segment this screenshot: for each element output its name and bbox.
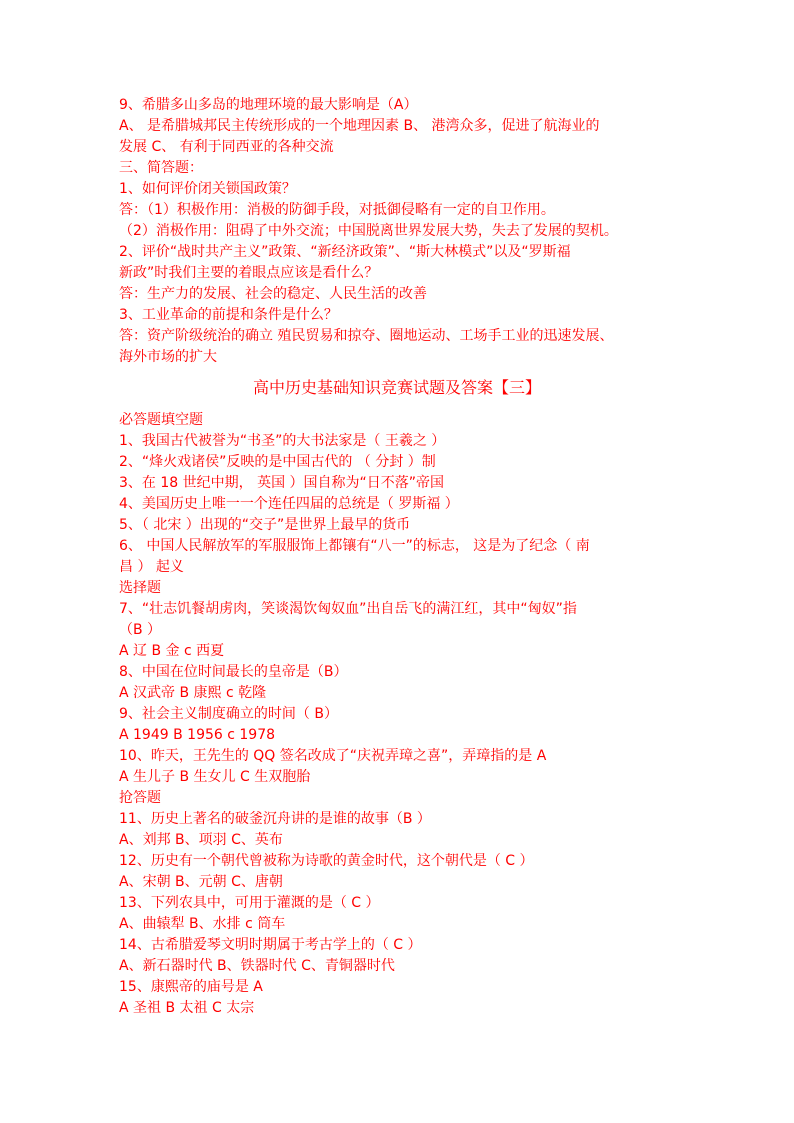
- text-line: 2、“烽火戏诸侯”反映的是中国古代的 （ 分封 ）制: [119, 454, 436, 470]
- text-line: 昌 ） 起义: [119, 559, 184, 575]
- text-line: 10、昨天，王先生的 QQ 签名改成了“庆祝弄璋之喜”，弄璋指的是 A: [119, 748, 547, 764]
- text-line: 4、美国历史上唯一一个连任四届的总统是（ 罗斯福 ）: [119, 496, 459, 512]
- text-line: 8、中国在位时间最长的皇帝是（B）: [119, 664, 348, 680]
- text-line: 1、如何评价闭关锁国政策？: [119, 181, 296, 197]
- text-line: A、刘邦 B、项羽 C、英布: [119, 832, 283, 848]
- text-line: 6、 中国人民解放军的军服服饰上都镶有“八一”的标志， 这是为了纪念（ 南: [119, 538, 590, 554]
- text-line: A 生儿子 B 生女儿 C 生双胞胎: [119, 769, 311, 785]
- text-line: 11、历史上著名的破釜沉舟讲的是谁的故事（B ）: [119, 811, 431, 827]
- text-line: 2、评价“战时共产主义”政策、“新经济政策”、“斯大林模式”以及“罗斯福: [119, 244, 571, 260]
- text-line: A 圣祖 B 太祖 C 太宗: [119, 1000, 255, 1016]
- text-line: （B ）: [119, 622, 162, 638]
- text-line: 5、（ 北宋 ）出现的“交子”是世界上最早的货币: [119, 517, 411, 533]
- text-line: 7、“壮志饥餐胡虏肉，笑谈渴饮匈奴血”出自岳飞的满江红，其中“匈奴”指: [119, 601, 577, 617]
- text-line: A、 是希腊城邦民主传统形成的一个地理因素 B、 港湾众多，促进了航海业的: [119, 118, 600, 134]
- text-line: 14、古希腊爱琴文明时期属于考古学上的（ C ）: [119, 937, 422, 953]
- text-line: 答：生产力的发展、社会的稳定、人民生活的改善: [119, 286, 427, 302]
- text-line: 海外市场的扩大: [119, 349, 217, 365]
- text-line: 答：（1）积极作用：消极的防御手段，对抵御侵略有一定的自卫作用。: [119, 202, 555, 218]
- text-line: 3、在 18 世纪中期， 英国 ）国自称为“日不落”帝国: [119, 475, 445, 491]
- text-line: 答：资产阶级统治的确立 殖民贸易和掠夺、圈地运动、工场手工业的迅速发展、: [119, 328, 614, 344]
- text-line: 9、社会主义制度确立的时间（ B）: [119, 706, 338, 722]
- text-line: 15、康熙帝的庙号是 A: [119, 979, 263, 995]
- text-line: 发展 C、 有利于同西亚的各种交流: [119, 139, 334, 155]
- section-title: 高中历史基础知识竞赛试题及答案【三】: [252, 378, 541, 397]
- text-line: 三、简答题：: [119, 160, 203, 176]
- text-line: A、曲辕犁 B、水排 c 筒车: [119, 916, 286, 932]
- text-line: 9、希腊多山多岛的地理环境的最大影响是（A）: [119, 97, 418, 113]
- upper-text-block: [119, 95, 685, 368]
- text-line: A 辽 B 金 c 西夏: [119, 643, 225, 659]
- text-line: A 1949 B 1956 c 1978: [119, 727, 276, 743]
- text-line: 1、我国古代被誉为“书圣”的大书法家是（ 王羲之 ）: [119, 433, 446, 449]
- text-line: 必答题填空题: [119, 412, 203, 428]
- text-line: A 汉武帝 B 康熙 c 乾隆: [119, 685, 267, 701]
- text-line: A、宋朝 B、元朝 C、唐朝: [119, 874, 283, 890]
- text-line: 3、工业革命的前提和条件是什么？: [119, 307, 338, 323]
- text-line: 13、下列农具中，可用于灌溉的是（ C ）: [119, 895, 380, 911]
- text-line: （2）消极作用：阻碍了中外交流；中国脱离世界发展大势，失去了发展的契机。: [119, 223, 618, 239]
- text-line: 新政”时我们主要的着眼点应该是看什么？: [119, 265, 379, 281]
- text-line: A、新石器时代 B、铁器时代 C、青铜器时代: [119, 958, 395, 974]
- text-line: 12、历史有一个朝代曾被称为诗歌的黄金时代，这个朝代是（ C ）: [119, 853, 534, 869]
- text-line: 选择题: [119, 580, 161, 596]
- text-line: 抢答题: [119, 790, 161, 806]
- lower-text-block: [119, 410, 685, 1019]
